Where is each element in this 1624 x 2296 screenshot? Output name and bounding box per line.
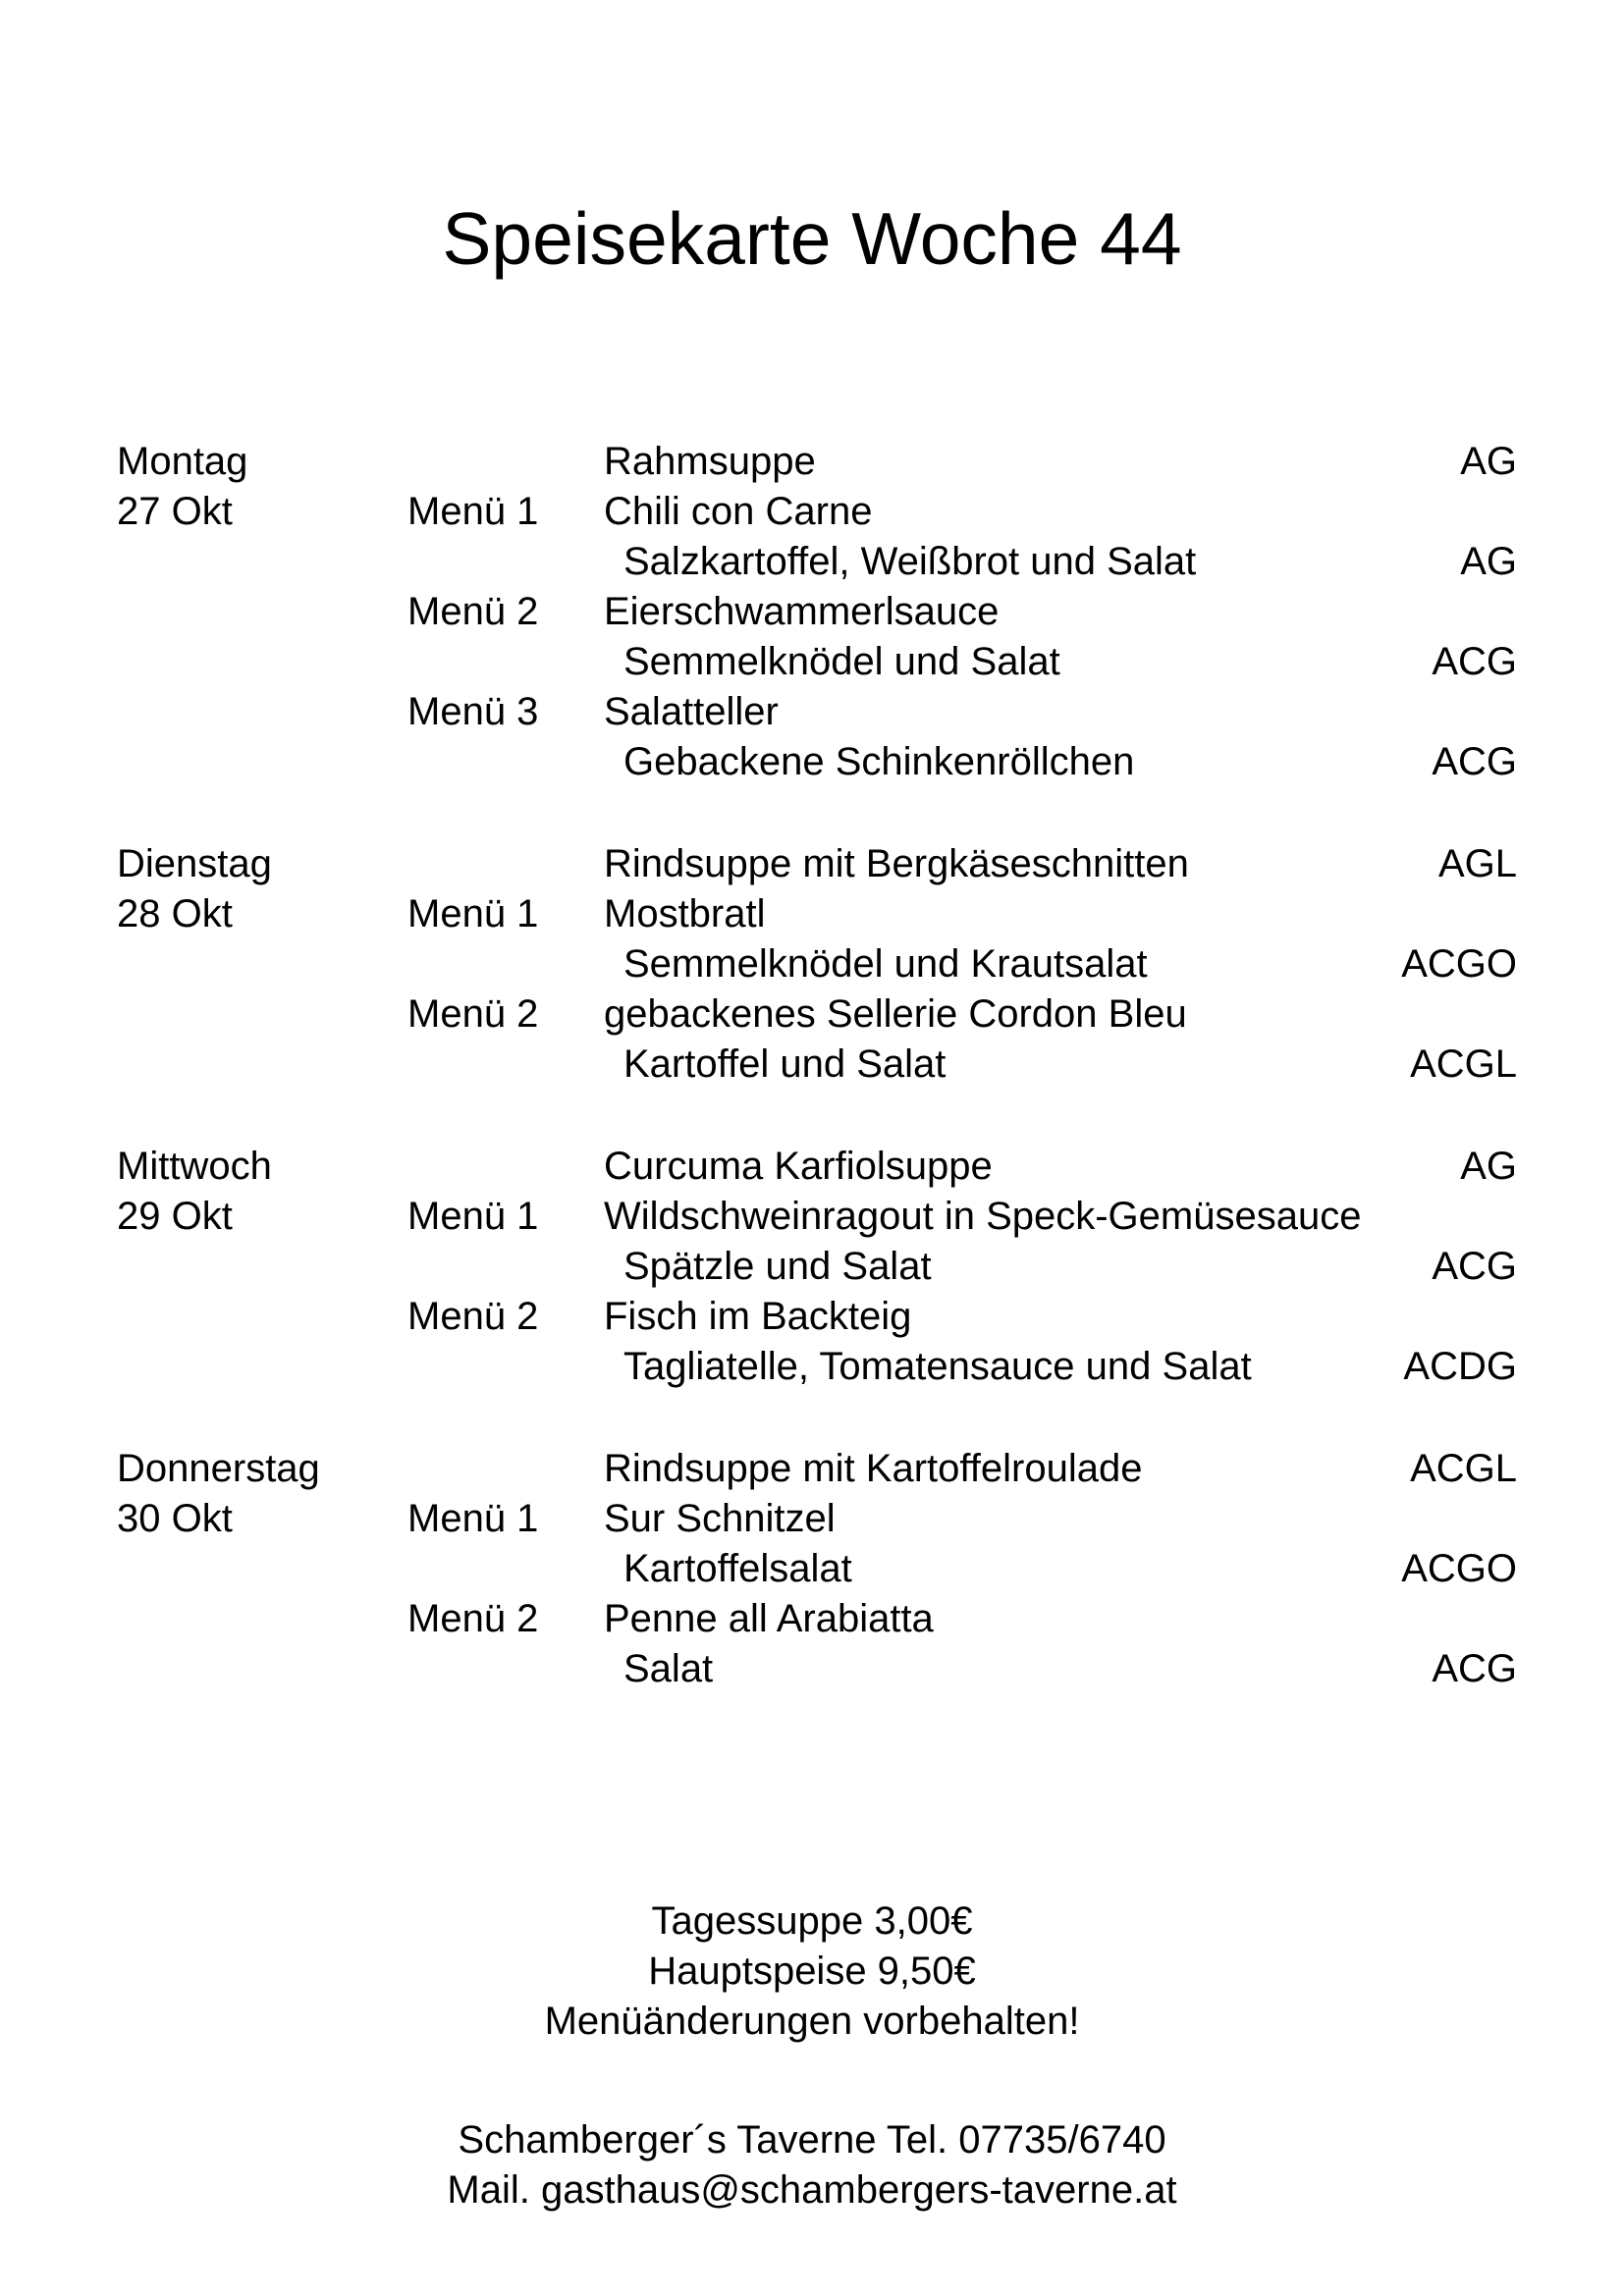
side-row (0, 737, 1624, 787)
menu-label: Menü 2 (407, 1295, 539, 1338)
menu-row (0, 1594, 1624, 1644)
soup-row (0, 1142, 1624, 1192)
side-dish: Kartoffelsalat (623, 1547, 852, 1590)
day-date: 27 Okt (117, 490, 233, 533)
allergen-codes: AG (1460, 440, 1517, 483)
dish-name: Eierschwammerlsauce (604, 590, 1000, 633)
day-name: Montag (117, 440, 248, 483)
allergen-codes: ACDG (1403, 1345, 1517, 1388)
dish-name: Wildschweinragout in Speck-Gemüsesauce (604, 1195, 1362, 1238)
allergen-codes: ACG (1432, 1245, 1517, 1288)
menu-label: Menü 1 (407, 1195, 539, 1238)
soup-name: Rindsuppe mit Bergkäseschnitten (604, 842, 1189, 885)
menu-row (0, 1494, 1624, 1544)
side-row (0, 1342, 1624, 1392)
side-row (0, 1644, 1624, 1694)
side-dish: Semmelknödel und Salat (623, 640, 1060, 683)
soup-name: Rindsuppe mit Kartoffelroulade (604, 1447, 1143, 1490)
dish-name: Mostbratl (604, 892, 766, 935)
dish-name: Chili con Carne (604, 490, 873, 533)
menu-label: Menü 1 (407, 490, 539, 533)
side-row (0, 637, 1624, 687)
day-date: 28 Okt (117, 892, 233, 935)
main-price: Hauptspeise 9,50€ (648, 1949, 976, 1993)
soup-row (0, 437, 1624, 487)
allergen-codes: ACGL (1410, 1447, 1517, 1490)
allergen-codes: ACGO (1401, 942, 1517, 986)
side-dish: Salat (623, 1647, 714, 1690)
menu-row (0, 1192, 1624, 1242)
menu-row (0, 687, 1624, 737)
day-date: 30 Okt (117, 1497, 233, 1540)
menu-label: Menü 3 (407, 690, 539, 733)
menu-label: Menü 1 (407, 1497, 539, 1540)
menu-row (0, 1292, 1624, 1342)
side-dish: Semmelknödel und Krautsalat (623, 942, 1148, 986)
side-row (0, 1544, 1624, 1594)
soup-name: Rahmsuppe (604, 440, 816, 483)
side-row (0, 939, 1624, 989)
soup-row (0, 1444, 1624, 1494)
menu-row (0, 487, 1624, 537)
change-notice: Menüänderungen vorbehalten! (544, 2000, 1080, 2043)
side-dish: Tagliatelle, Tomatensauce und Salat (623, 1345, 1252, 1388)
dish-name: Sur Schnitzel (604, 1497, 836, 1540)
dish-name: Salatteller (604, 690, 779, 733)
side-row (0, 1040, 1624, 1090)
allergen-codes: ACGL (1410, 1042, 1517, 1086)
side-dish: Spätzle und Salat (623, 1245, 932, 1288)
side-dish: Salzkartoffel, Weißbrot und Salat (623, 540, 1197, 583)
email-contact: Mail. gasthaus@schambergers-taverne.at (447, 2168, 1177, 2212)
soup-name: Curcuma Karfiolsuppe (604, 1145, 993, 1188)
allergen-codes: ACG (1432, 1647, 1517, 1690)
menu-label: Menü 2 (407, 1597, 539, 1640)
allergen-codes: AGL (1437, 842, 1517, 885)
side-row (0, 537, 1624, 587)
allergen-codes: ACG (1432, 640, 1517, 683)
page-title: Speisekarte Woche 44 (442, 197, 1182, 280)
day-name: Mittwoch (117, 1145, 272, 1188)
allergen-codes: ACG (1432, 740, 1517, 783)
menu-label: Menü 2 (407, 992, 539, 1036)
allergen-codes: AG (1460, 1145, 1517, 1188)
side-row (0, 1242, 1624, 1292)
side-dish: Kartoffel und Salat (623, 1042, 947, 1086)
dish-name: gebackenes Sellerie Cordon Bleu (604, 992, 1187, 1036)
day-name: Donnerstag (117, 1447, 320, 1490)
restaurant-contact: Schamberger´s Taverne Tel. 07735/6740 (458, 2118, 1166, 2162)
day-date: 29 Okt (117, 1195, 233, 1238)
menu-row (0, 889, 1624, 939)
soup-price: Tagessuppe 3,00€ (651, 1899, 973, 1943)
dish-name: Penne all Arabiatta (604, 1597, 934, 1640)
menu-label: Menü 2 (407, 590, 539, 633)
allergen-codes: ACGO (1401, 1547, 1517, 1590)
menu-row (0, 587, 1624, 637)
menu-row (0, 989, 1624, 1040)
menu-label: Menü 1 (407, 892, 539, 935)
day-name: Dienstag (117, 842, 272, 885)
dish-name: Fisch im Backteig (604, 1295, 912, 1338)
soup-row (0, 839, 1624, 889)
side-dish: Gebackene Schinkenröllchen (623, 740, 1135, 783)
allergen-codes: AG (1460, 540, 1517, 583)
